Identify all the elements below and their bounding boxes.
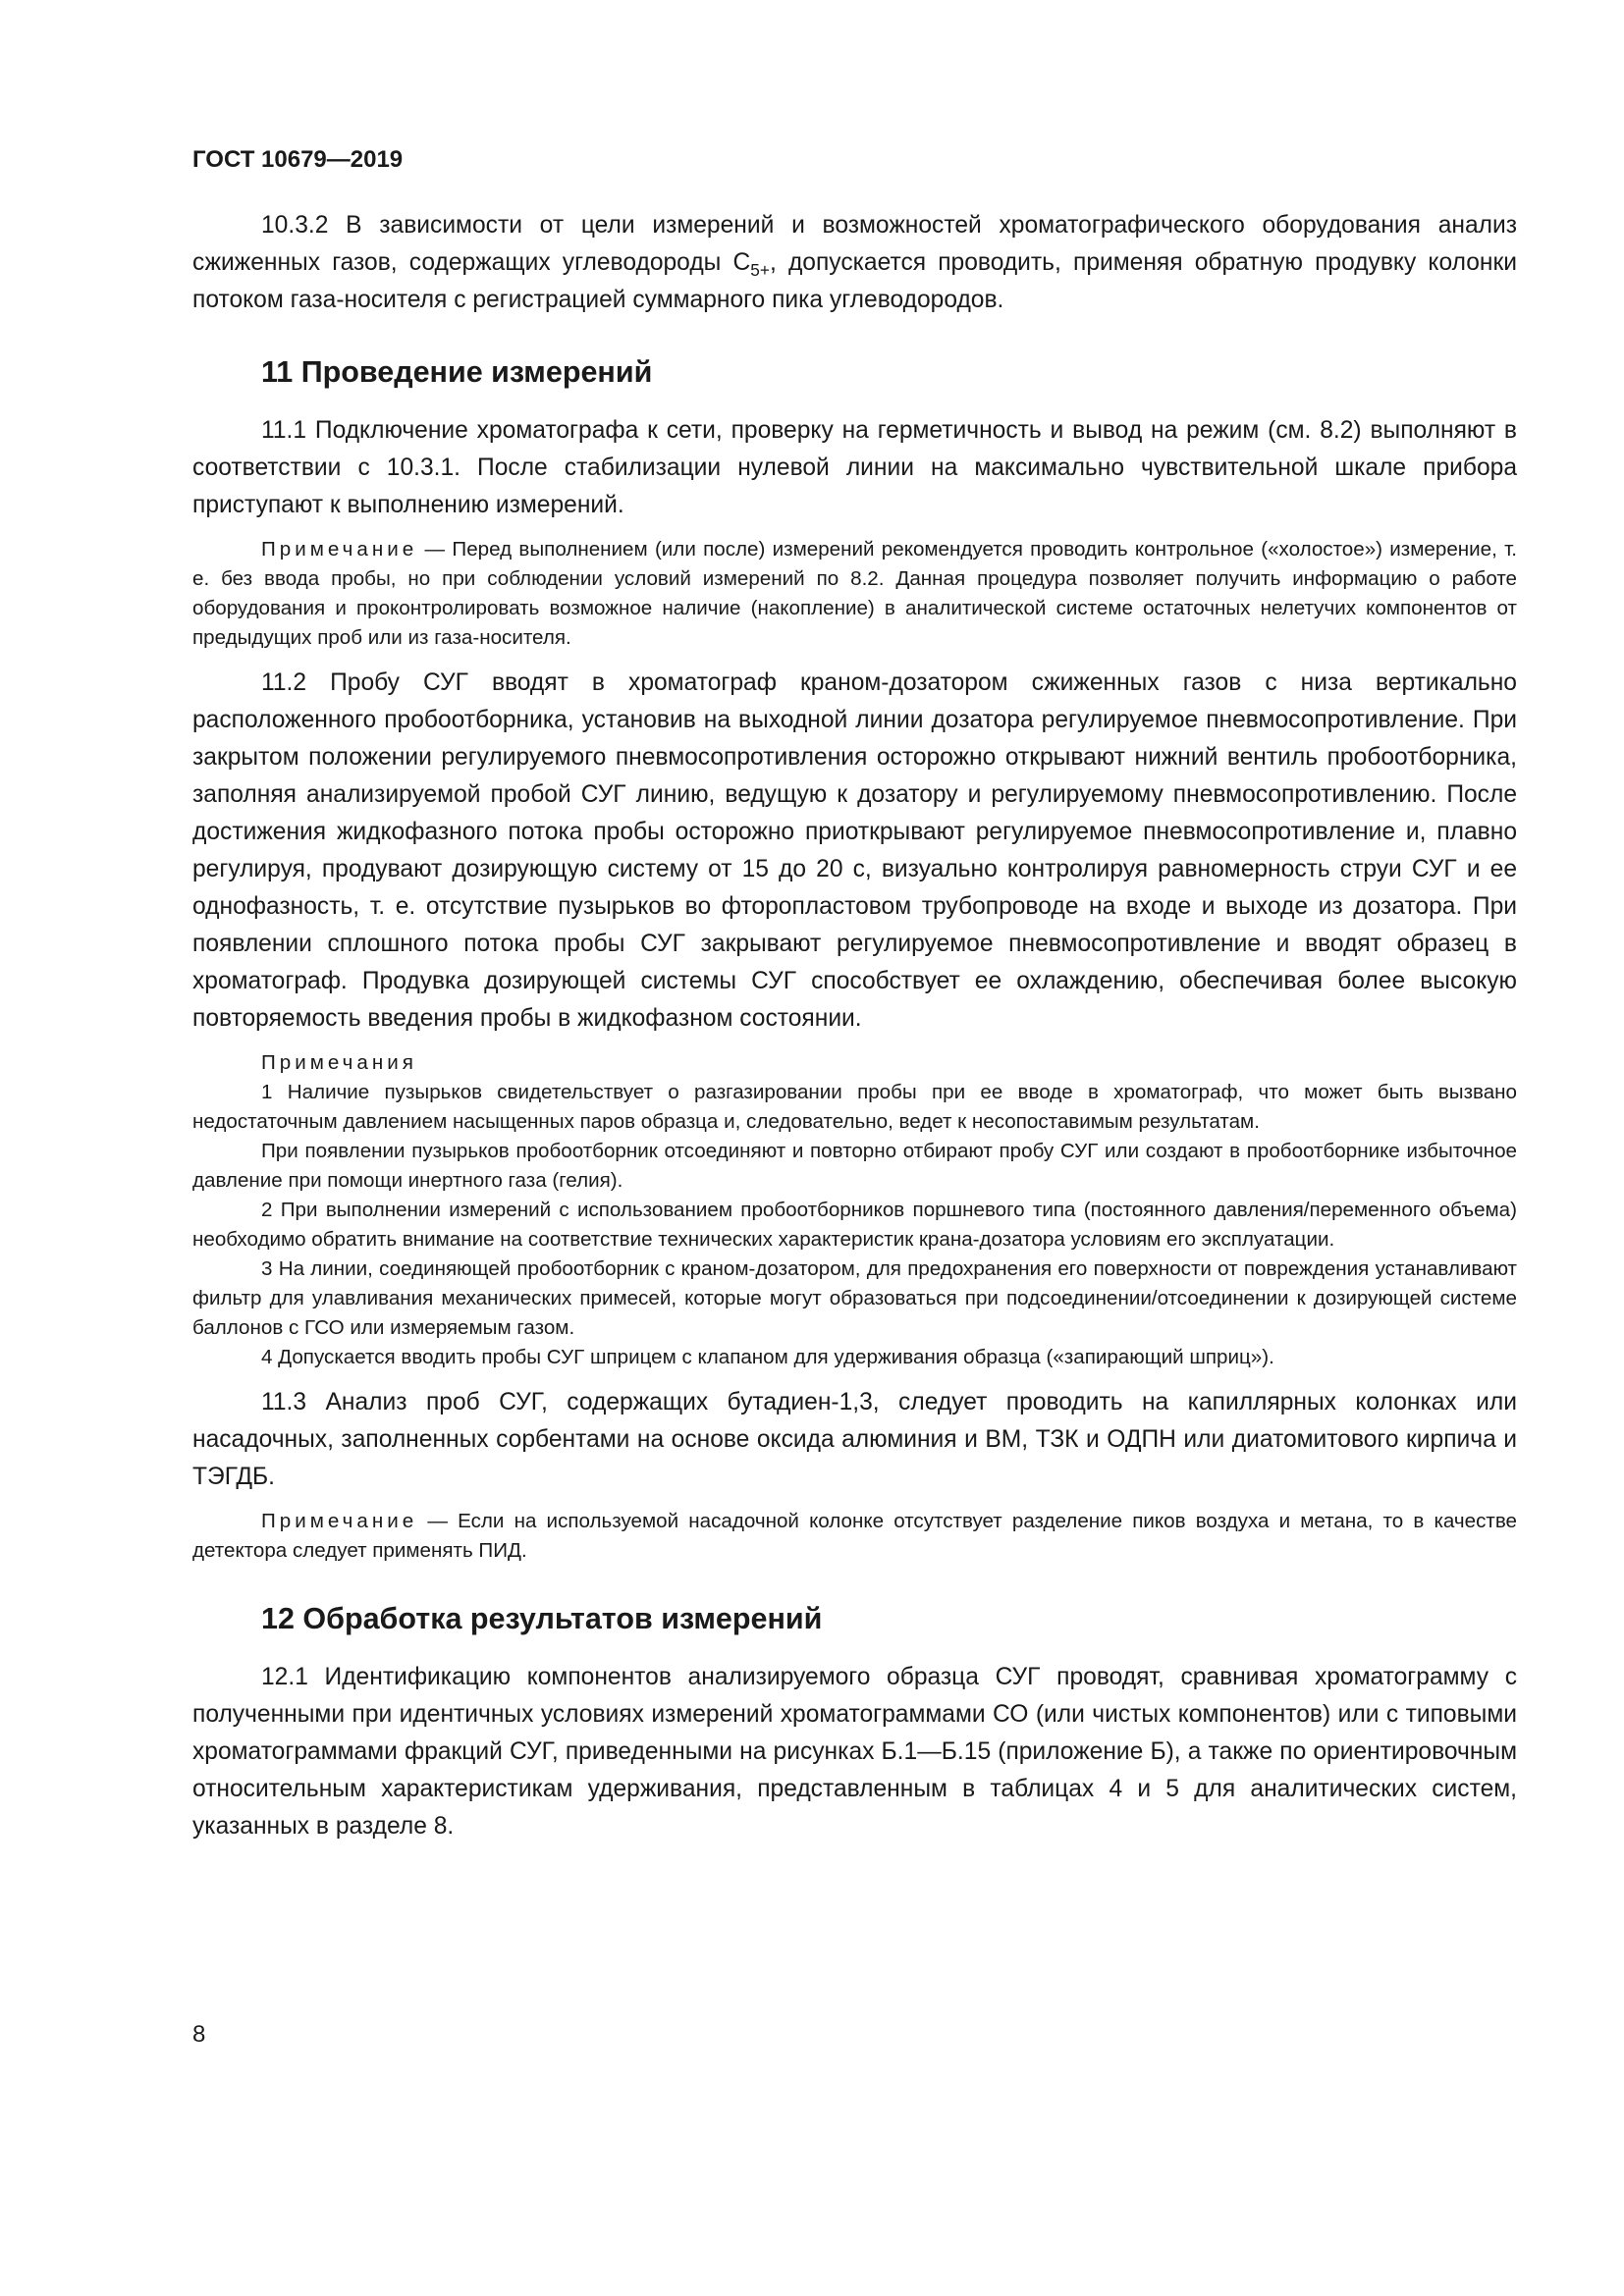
note-label: Примечание bbox=[261, 538, 418, 561]
document-page bbox=[192, 145, 1517, 1845]
note-item-1-cont: При появлении пузырьков пробоотборник отсоединяют и повторно отбирают пробу СУГ или создают в пробоотборнике избыточное давление при помощи инертного газа (гелия). bbox=[192, 1140, 1517, 1192]
paragraph-11-3: 11.3 Анализ проб СУГ, содержащих бутадиен-1,3, следует проводить на капиллярных колонках или насадочных, заполненных сорбентами на основе оксида алюминия и ВМ, ТЗК и ОДПН или диатомитового кирпича и ТЭГДБ. bbox=[192, 1389, 1517, 1490]
section-12-heading: 12 Обработка результатов измерений bbox=[261, 1602, 823, 1635]
note-item-1: 1 Наличие пузырьков свидетельствует о разгазировании пробы при ее вводе в хроматограф, что может быть вызвано недостаточным давлением насыщенных паров образца и, следовательно, ведет к несопоставимым результатам. bbox=[192, 1081, 1517, 1133]
paragraph-10-3-2 bbox=[192, 207, 1517, 319]
page-number: 8 bbox=[192, 2021, 206, 2048]
note-text: — Если на используемой насадочной колонке отсутствует разделение пиков воздуха и метана, то в качестве детектора следует применять ПИД. bbox=[192, 1510, 1517, 1562]
paragraph-12-1: 12.1 Идентификацию компонентов анализируемого образца СУГ проводят, сравнивая хроматограмму с полученными при идентичных условиях измерений хроматограммами СО (или чистых компонентов) или с типовыми хроматограммами фракций СУГ, приведенными на рисунках Б.1—Б.15 (приложение Б), а также по ориентировочным относительным характеристикам удерживания, представленным в таблицах 4 и 5 для аналитических систем, указанных в разделе 8. bbox=[192, 1664, 1517, 1840]
paragraph-11-2: 11.2 Пробу СУГ вводят в хроматограф краном-дозатором сжиженных газов с низа вертикально расположенного пробоотборника, установив на выходной линии дозатора регулируемое пневмосопротивление. При закрытом положении регулируемого пневмосопротивления осторожно открывают нижний вентиль пробоотборника, заполняя анализируемой пробой СУГ линию, ведущую к дозатору и регулируемому пневмосопротивлению. После достижения жидкофазного потока пробы осторожно приоткрывают регулируемое пневмосопротивление и, плавно регулируя, продувают дозирующую систему от 15 до 20 с, визуально контролируя равномерность струи СУГ и ее однофазность, т. е. отсутствие пузырьков во фторопластовом трубопроводе на входе и выходе из дозатора. При появлении сплошного потока пробы СУГ закрывают регулируемое пневмосопротивление и вводят образец в хроматограф. Продувка дозирующей системы СУГ способствует ее охлаждению, обеспечивая более высокую повторяемость введения пробы в жидкофазном состоянии. bbox=[192, 669, 1517, 1032]
notes-11-2 bbox=[192, 1048, 1517, 1372]
paragraph-10-3-2-part1: 10.3.2 В зависимости от цели измерений и возможностей хроматографического оборудования анализ сжиженных газов, содержащих углеводороды С bbox=[192, 212, 1517, 276]
note-11-1 bbox=[192, 535, 1517, 653]
note-item-4: 4 Допускается вводить пробы СУГ шприцем с клапаном для удерживания образца («запирающий шприц»). bbox=[261, 1346, 1274, 1368]
paragraph-11-1: 11.1 Подключение хроматографа к сети, проверку на герметичность и вывод на режим (см. 8.2) выполняют в соответствии с 10.3.1. После стабилизации нулевой линии на максимально чувствительной шкале прибора приступают к выполнению измерений. bbox=[192, 417, 1517, 518]
paragraph-10-3-2-part2: , допускается проводить, применяя обратную продувку колонки потоком газа-носителя с регистрацией суммарного пика углеводородов. bbox=[192, 249, 1517, 313]
notes-title: Примечания bbox=[261, 1051, 417, 1074]
note-text: — Перед выполнением (или после) измерений рекомендуется проводить контрольное («холостое») измерение, т. е. без ввода пробы, но при соблюдении условий измерений по 8.2. Данная процедура позволяет получить информацию о работе оборудования и проконтролировать возможное наличие (накопление) в аналитической системе остаточных нелетучих компонентов от предыдущих проб или из газа-носителя. bbox=[192, 538, 1517, 649]
note-item-3: 3 На линии, соединяющей пробоотборник с краном-дозатором, для предохранения его поверхности от повреждения устанавливают фильтр для улавливания механических примесей, которые могут образоваться при подсоединении/отсоединении к дозирующей системе баллонов с ГСО или измеряемым газом. bbox=[192, 1257, 1517, 1339]
section-11-heading: 11 Проведение измерений bbox=[261, 355, 653, 389]
subscript-5plus: 5+ bbox=[750, 260, 770, 281]
note-label: Примечание bbox=[261, 1510, 418, 1532]
standard-code-header: ГОСТ 10679—2019 bbox=[192, 146, 404, 173]
note-item-2: 2 При выполнении измерений с использованием пробоотборников поршневого типа (постоянного давления/переменного объема) необходимо обратить внимание на соответствие технических характеристик крана-дозатора условиям его эксплуатации. bbox=[192, 1199, 1517, 1251]
note-11-3 bbox=[192, 1507, 1517, 1566]
